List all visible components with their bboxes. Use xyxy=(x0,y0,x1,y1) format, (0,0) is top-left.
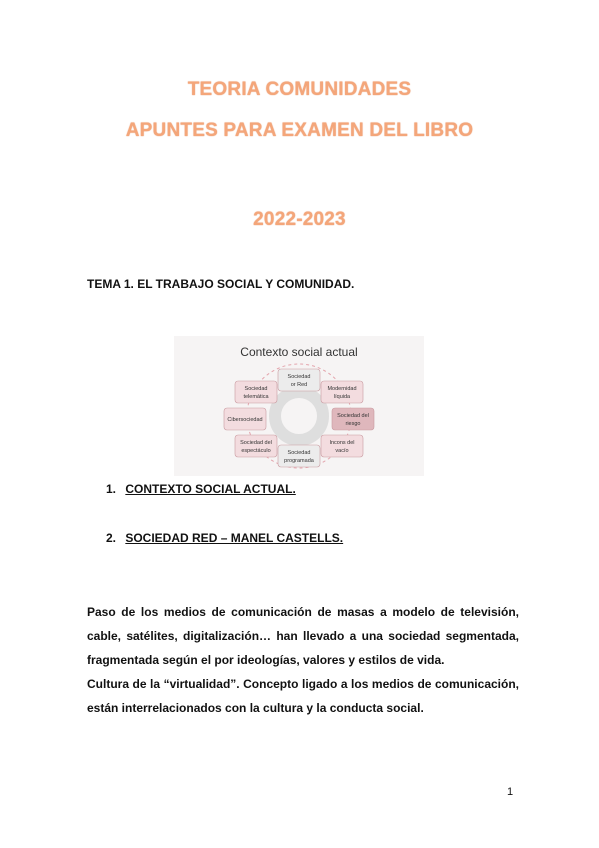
diagram-node xyxy=(235,435,277,457)
page-number: 1 xyxy=(507,786,514,798)
diagram-node xyxy=(321,435,363,457)
diagram-node xyxy=(332,408,374,430)
paragraph-1: Paso de los medios de comunicación de masas a modelo de televisión, cable, satélites, digitalización… han llevado a una sociedad segmentada, fragmentada según el por ideologías, valores y estilos de vida. xyxy=(87,605,519,667)
section-heading: TEMA 1. EL TRABAJO SOCIAL Y COMUNIDAD. xyxy=(87,277,355,291)
list-item-label: SOCIEDAD RED – MANEL CASTELLS. xyxy=(125,531,344,545)
context-diagram xyxy=(174,336,424,476)
diagram-node xyxy=(224,408,266,430)
list-item-1 xyxy=(106,482,296,496)
document-year: 2022-2023 xyxy=(253,209,346,230)
document-title: TEORIA COMUNIDADES xyxy=(187,79,412,100)
diagram-node-label: espectáculo xyxy=(241,448,271,454)
body-text xyxy=(87,600,519,720)
diagram-node-label: Modernidad xyxy=(327,386,357,392)
list-item-number: 1. xyxy=(106,482,117,496)
diagram-node xyxy=(278,369,320,391)
diagram-node xyxy=(278,445,320,467)
diagram-node-label: or Red xyxy=(290,382,308,388)
diagram-node-label: Incons del xyxy=(329,440,355,446)
diagram-node-label: riesgo xyxy=(345,421,361,427)
document-subtitle: APUNTES PARA EXAMEN DEL LIBRO xyxy=(125,120,474,141)
list-item-label: CONTEXTO SOCIAL ACTUAL. xyxy=(125,482,296,496)
diagram-node-label: telemática xyxy=(243,394,269,400)
diagram-node-label: programada xyxy=(284,458,314,464)
diagram-node-label: Sociedad xyxy=(287,374,311,380)
paragraph-2: Cultura de la “virtualidad”. Concepto ligado a los medios de comunicación, están interrelacionados con la cultura y la conducta social. xyxy=(87,677,519,715)
diagram-node-label: Sociedad xyxy=(287,450,311,456)
list-item-2 xyxy=(106,531,343,545)
list-item-number: 2. xyxy=(106,531,117,545)
diagram-title: Contexto social actual xyxy=(240,345,358,359)
diagram-node-label: vacío xyxy=(335,448,349,454)
diagram-node xyxy=(321,381,363,403)
diagram-node-label: Sociedad xyxy=(244,386,268,392)
diagram-node-label: Sociedad del xyxy=(240,440,272,446)
diagram-node-label: Sociedad del xyxy=(337,413,369,419)
diagram-node xyxy=(235,381,277,403)
diagram-node-label: líquida xyxy=(333,394,351,400)
diagram-node-label: Cibersociedad xyxy=(227,417,263,423)
